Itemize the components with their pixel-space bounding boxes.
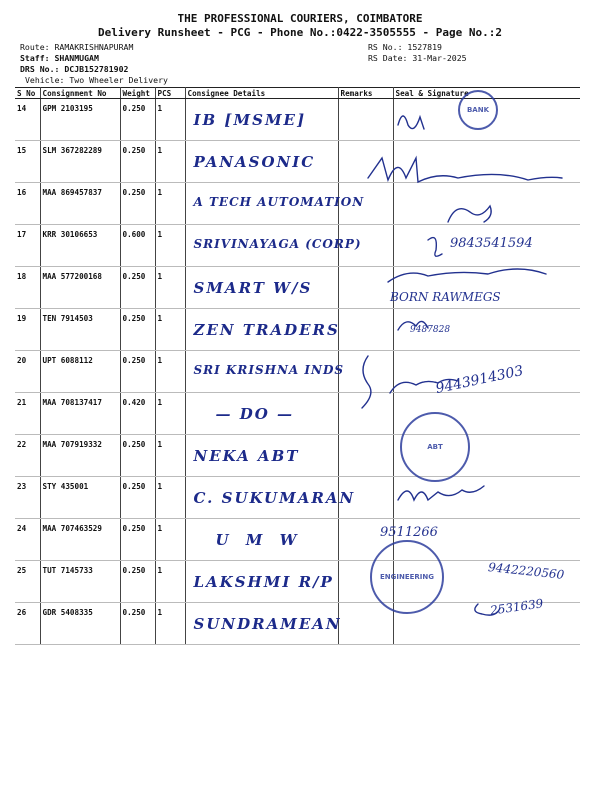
cell-weight: 0.250 [120, 141, 155, 183]
col-sno: S No [15, 88, 40, 99]
handwritten-consignee: NEKA ABT [193, 447, 300, 465]
handwritten-consignee: C. SUKUMARAN [193, 489, 356, 507]
vehicle-label: Vehicle: Two Wheeler Delivery [25, 75, 168, 85]
cell-pcs: 1 [155, 141, 185, 183]
cell-pcs: 1 [155, 603, 185, 645]
cell-pcs: 1 [155, 267, 185, 309]
cell-pcs: 1 [155, 519, 185, 561]
col-consignee: Consignee Details [185, 88, 338, 99]
cell-pcs: 1 [155, 393, 185, 435]
company-title: THE PROFESSIONAL COURIERS, COIMBATORE [177, 12, 423, 25]
cell-consignee [185, 561, 338, 603]
cell-weight: 0.420 [120, 393, 155, 435]
cell-weight: 0.250 [120, 267, 155, 309]
cell-consignment: GDR 5408335 [40, 603, 120, 645]
cell-remarks [338, 435, 393, 477]
cell-sno: 20 [15, 351, 40, 393]
cell-pcs: 1 [155, 561, 185, 603]
cell-sno: 26 [15, 603, 40, 645]
engineering-seal-stamp [370, 540, 444, 614]
cell-weight: 0.250 [120, 519, 155, 561]
phone-note-row26: 2531639 [489, 596, 545, 618]
handwritten-consignee: ZEN TRADERS [193, 321, 340, 339]
cell-pcs: 1 [155, 183, 185, 225]
cell-signature [393, 183, 580, 225]
cell-weight: 0.250 [120, 351, 155, 393]
table-row [15, 141, 580, 183]
cell-remarks [338, 393, 393, 435]
cell-consignment: MAA 707919332 [40, 435, 120, 477]
handwritten-consignee: SUNDRAMEAN [193, 615, 342, 633]
cell-consignee [185, 309, 338, 351]
cell-consignee [185, 225, 362, 267]
stamp-text: ENGINEERING [379, 573, 434, 581]
stamp-text: BANK [466, 106, 490, 114]
cell-pcs: 1 [155, 99, 185, 141]
cell-sno: 15 [15, 141, 40, 183]
col-remarks: Remarks [338, 88, 393, 99]
cell-consignee [185, 393, 338, 435]
note-row18: BORN RAWMEGS [390, 290, 501, 304]
cell-consignee [185, 99, 338, 141]
cell-weight: 0.250 [120, 477, 155, 519]
route-label: Route: RAMAKRISHNAPURAM [20, 42, 134, 52]
col-signature: Seal & Signature [393, 88, 580, 99]
cell-weight: 0.250 [120, 435, 155, 477]
table-row [15, 393, 580, 435]
cell-signature [393, 141, 580, 183]
cell-pcs: 1 [155, 351, 185, 393]
cell-consignment: UPT 6088112 [40, 351, 120, 393]
cell-consignment: KRR 30106653 [40, 225, 120, 267]
cell-pcs: 1 [155, 309, 185, 351]
runsheet-subtitle: Delivery Runsheet - PCG - Phone No.:0422-3505555 - Page No.:2 [98, 26, 502, 39]
cell-pcs: 1 [155, 435, 185, 477]
table-row [15, 435, 580, 477]
cell-remarks [338, 99, 393, 141]
table-row [15, 309, 580, 351]
col-pcs: PCS [155, 88, 185, 99]
handwritten-consignee: LAKSHMI R/P [193, 573, 334, 591]
table-row [15, 477, 580, 519]
cell-sno: 17 [15, 225, 40, 267]
handwritten-consignee: SRI KRISHNA INDS [193, 363, 345, 377]
cell-weight: 0.250 [120, 183, 155, 225]
cell-consignment: SLM 367282289 [40, 141, 120, 183]
cell-sno: 24 [15, 519, 40, 561]
cell-consignee [185, 351, 345, 393]
drs-number: DRS No.: DCJB152781902 [20, 64, 129, 74]
bank-seal-stamp [458, 90, 498, 130]
rs-number: RS No.: 1527819 [368, 42, 442, 52]
handwritten-consignee: U M W [215, 531, 303, 549]
cell-remarks [338, 141, 393, 183]
cell-sno: 19 [15, 309, 40, 351]
cell-remarks [338, 267, 393, 309]
cell-sno: 23 [15, 477, 40, 519]
table-row [15, 519, 580, 561]
phone-note-row25: 9442220560 [487, 560, 565, 582]
cell-consignee [185, 183, 365, 225]
cell-weight: 0.250 [120, 309, 155, 351]
handwritten-consignee: A TECH AUTOMATION [193, 195, 365, 209]
phone-note-row20: 9443914303 [434, 362, 525, 398]
cell-pcs: 1 [155, 225, 185, 267]
cell-consignment: GPM 2103195 [40, 99, 120, 141]
cell-sno: 21 [15, 393, 40, 435]
cell-sno: 16 [15, 183, 40, 225]
cell-consignment: MAA 577200168 [40, 267, 120, 309]
stamp-text: ABT [427, 443, 443, 451]
cell-consignment: STY 435001 [40, 477, 120, 519]
cell-sno: 18 [15, 267, 40, 309]
cell-weight: 0.250 [120, 99, 155, 141]
phone-note-row17: 9843541594 [450, 236, 533, 251]
cell-consignment: MAA 708137417 [40, 393, 120, 435]
cell-consignee [185, 519, 338, 561]
table-header-row [15, 88, 580, 99]
cell-sno: 14 [15, 99, 40, 141]
phone-note-row19: 9487828 [410, 325, 451, 335]
cell-consignee [185, 603, 342, 645]
rs-date: RS Date: 31-Mar-2025 [368, 53, 467, 63]
cell-consignment: MAA 707463529 [40, 519, 120, 561]
col-weight: Weight [120, 88, 155, 99]
cell-consignee [185, 267, 338, 309]
cell-remarks [338, 309, 393, 351]
cell-signature [393, 477, 580, 519]
cell-consignment: TUT 7145733 [40, 561, 120, 603]
handwritten-consignee: — DO — [215, 405, 295, 423]
cell-remarks [338, 603, 393, 645]
cell-sno: 25 [15, 561, 40, 603]
handwritten-consignee: IB [MSME] [193, 111, 307, 129]
cell-weight: 0.250 [120, 603, 155, 645]
phone-note-row24: 9511266 [380, 525, 438, 540]
cell-consignee [185, 477, 356, 519]
cell-remarks [338, 351, 393, 393]
cell-weight: 0.250 [120, 561, 155, 603]
cell-sno: 22 [15, 435, 40, 477]
cell-pcs: 1 [155, 477, 185, 519]
cell-consignment: MAA 869457837 [40, 183, 120, 225]
table-row [15, 183, 580, 225]
cell-weight: 0.600 [120, 225, 155, 267]
col-consignment: Consignment No [40, 88, 120, 99]
handwritten-consignee: SMART W/S [193, 279, 313, 297]
cell-consignee [185, 141, 338, 183]
cell-consignment: TEN 7914503 [40, 309, 120, 351]
cell-consignee [185, 435, 338, 477]
staff-label: Staff: SHANMUGAM [20, 53, 99, 63]
abt-seal-stamp [400, 412, 470, 482]
handwritten-consignee: PANASONIC [193, 153, 316, 171]
handwritten-consignee: SRIVINAYAGA (CORP) [193, 237, 362, 251]
